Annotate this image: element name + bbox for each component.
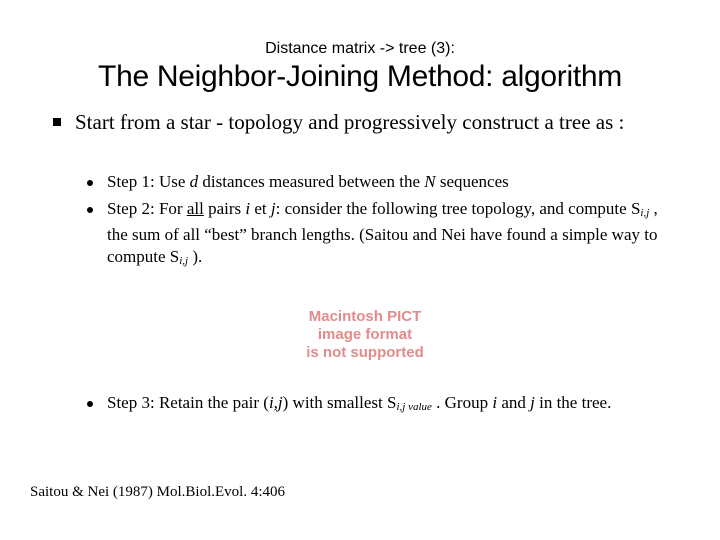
step-3-ij-symbol: i,j xyxy=(268,393,283,412)
square-bullet-icon xyxy=(53,118,61,126)
reference-citation: Saitou & Nei (1987) Mol.Biol.Evol. 4:406 xyxy=(30,484,285,500)
step-3-part: and xyxy=(497,393,531,412)
placeholder-line: is not supported xyxy=(306,344,424,361)
step-1-part: Step 1: Use xyxy=(107,172,190,191)
slide-supertitle: Distance matrix -> tree (3): xyxy=(265,40,455,57)
step-2-part: , the sum of all “best” branch lengths. (Saitou and Nei have found a simple way to compute S xyxy=(107,199,658,266)
unsupported-image-placeholder xyxy=(240,300,490,370)
step-2-part: et xyxy=(250,199,271,218)
step-2-all-word: all xyxy=(186,199,204,218)
step-1-part: sequences xyxy=(435,172,509,191)
round-bullet-icon xyxy=(87,401,93,407)
step-3-part: ) with smallest S xyxy=(282,393,397,412)
step-3-part: Step 3: Retain the pair ( xyxy=(107,393,269,412)
step-1-text xyxy=(107,171,697,193)
slide-title: The Neighbor-Joining Method: algorithm xyxy=(98,60,622,93)
step-2-part: ). xyxy=(188,247,203,266)
step-3-text xyxy=(107,392,677,418)
step-3-j-symbol: j xyxy=(530,393,535,412)
step-1-part: distances measured between the xyxy=(198,172,425,191)
step-2-subscript: i,j xyxy=(640,207,650,219)
placeholder-line: Macintosh PICT xyxy=(308,308,422,325)
step-2-part: : consider the following tree topology, and compute S xyxy=(275,199,641,218)
step-2-subscript: i,j xyxy=(179,255,189,267)
step-3-i-symbol: i xyxy=(492,393,498,412)
round-bullet-icon xyxy=(87,180,93,186)
step-1-d-symbol: d xyxy=(189,172,199,191)
step-2-i-symbol: i xyxy=(245,199,251,218)
step-3-subscript: i,j value xyxy=(396,401,432,413)
placeholder-line: image format xyxy=(317,326,413,343)
round-bullet-icon xyxy=(87,207,93,213)
step-2-part: Step 2: For xyxy=(107,199,187,218)
step-1-n-symbol: N xyxy=(424,172,436,191)
step-2-j-symbol: j xyxy=(270,199,276,218)
step-3-part: . Group xyxy=(431,393,493,412)
step-2-part: pairs xyxy=(203,199,246,218)
intro-text: Start from a star - topology and progressively construct a tree as : xyxy=(75,110,625,134)
step-2-text xyxy=(107,198,667,272)
step-3-part: in the tree. xyxy=(534,393,612,412)
